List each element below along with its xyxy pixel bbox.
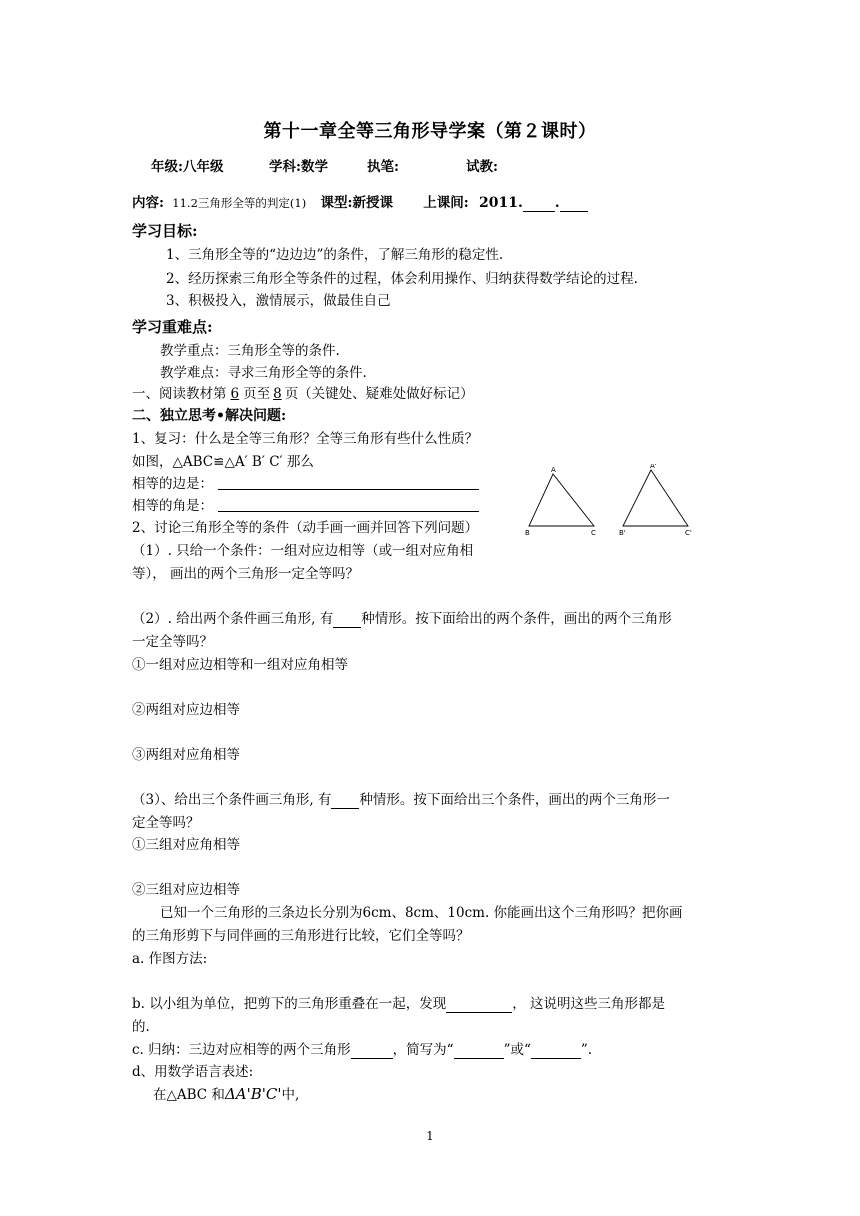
date-year: 2011. <box>479 195 523 211</box>
step-b-pre: b. 以小组为单位，把剪下的三角形重叠在一起，发现 <box>132 996 447 1012</box>
vertex-b-prime-label: B' <box>619 529 626 537</box>
question2-line2: 一定全等吗？ <box>132 634 213 650</box>
keypoints-heading: 学习重难点: <box>132 318 213 336</box>
task-line2: 的三角形剪下与同伴画的三角形进行比较，它们全等吗？ <box>132 928 470 944</box>
teaching-difficulty: 教学难点：寻求三角形全等的条件. <box>160 365 367 381</box>
content-label: 内容: <box>132 195 164 211</box>
writer-label: 执笔: <box>367 159 399 175</box>
question2-line1 <box>132 610 672 628</box>
equal-angles-blank[interactable] <box>218 510 479 512</box>
day-blank[interactable] <box>560 196 588 212</box>
grade-label: 年级:八年级 <box>151 159 224 175</box>
equal-angles-label: 相等的角是： <box>132 498 213 514</box>
vertex-a-prime-label: A' <box>650 464 657 470</box>
question3-line2: 定全等吗？ <box>132 815 200 831</box>
step-c-end: ”. <box>580 1042 593 1058</box>
date-label: 上课间: <box>423 195 469 211</box>
question2-blank[interactable] <box>333 612 361 628</box>
objectives-heading: 学习目标: <box>132 222 198 240</box>
objective-item: 3、积极投入，激情展示，做最佳自己 <box>166 293 391 309</box>
question1-line2: 等）， 画出的两个三角形一定全等吗？ <box>132 566 360 582</box>
step-c <box>132 1041 592 1059</box>
question3-post: 种情形。按下面给出三个条件，画出的两个三角形一 <box>359 792 670 808</box>
content-row <box>132 194 588 212</box>
question2-option1: ①一组对应边相等和一组对应角相等 <box>132 657 348 673</box>
step-b-blank[interactable] <box>446 997 512 1013</box>
equal-sides-label: 相等的边是： <box>132 476 213 492</box>
objective-item: 2、经历探索三角形全等条件的过程，体会利用操作、归纳获得数学结论的过程. <box>166 271 638 287</box>
question2-pre: （2）. 给出两个条件画三角形, 有 <box>132 611 334 627</box>
date-dot: . <box>554 195 560 211</box>
section2-heading: 二、独立思考•解决问题: <box>132 408 287 424</box>
question2-option3: ③两组对应角相等 <box>132 747 240 763</box>
triangle-abc <box>529 474 594 526</box>
section1-mid: 页至 <box>243 386 271 402</box>
as-shown-text: 如图，△ABC≌△A′ B′ C′ 那么 <box>132 454 314 470</box>
vertex-c-prime-label: C' <box>685 529 692 537</box>
month-blank[interactable] <box>523 196 555 212</box>
section1-reading <box>132 385 474 403</box>
question3-line1 <box>132 791 670 809</box>
task-line1: 已知一个三角形的三条边长分别为6cm、8cm、10cm. 你能画出这个三角形吗？把你画 <box>160 905 683 921</box>
content-topic: 11.2三角形全等的判定(1) <box>172 196 307 210</box>
section1-prefix: 一、阅读教材第 <box>132 386 227 402</box>
step-c-mid: ，简写为“ <box>392 1042 454 1058</box>
teaching-focus: 教学重点：三角形全等的条件. <box>160 343 340 359</box>
step-c-blank1[interactable] <box>351 1043 393 1059</box>
math-statement <box>153 1085 299 1104</box>
question1-line1: （1）. 只给一个条件：一组对应边相等（或一组对应角相 <box>132 543 474 559</box>
page-title: 第十一章全等三角形导学案（第２课时） <box>263 121 597 142</box>
review-question: 1、复习：什么是全等三角形？全等三角形有些什么性质？ <box>132 431 479 447</box>
step-a: a. 作图方法: <box>132 951 208 967</box>
step-b-post: ， 这说明这些三角形都是 <box>512 996 666 1012</box>
step-b-line1 <box>132 995 665 1013</box>
question2-post: 种情形。按下面给出的两个条件，画出的两个三角形 <box>361 611 672 627</box>
math-triangle-prime: ΔA'B'C' <box>224 1085 282 1103</box>
subject-label: 学科:数学 <box>269 159 328 175</box>
vertex-b-label: B <box>525 529 530 537</box>
step-b-line2: 的. <box>132 1019 150 1035</box>
question3-option2: ②三组对应边相等 <box>132 882 240 898</box>
vertex-c-label: C <box>591 529 596 537</box>
equal-sides-blank[interactable] <box>218 488 479 490</box>
question3-blank[interactable] <box>331 793 359 809</box>
question2-option2: ②两组对应边相等 <box>132 702 240 718</box>
vertex-a-label: A <box>551 466 556 474</box>
math-statement-post: 中, <box>281 1087 300 1103</box>
math-statement-pre: 在△ABC 和 <box>153 1087 225 1103</box>
page-to: 8 <box>273 386 282 402</box>
page-number: 1 <box>426 1129 434 1143</box>
section1-suffix: 页（关键处、疑难处做好标记） <box>284 386 474 402</box>
teacher-label: 试教: <box>466 159 498 175</box>
step-c-or: ”或“ <box>503 1042 531 1058</box>
discuss-text: 2、讨论三角形全等的条件（动手画一画并回答下列问题） <box>132 520 479 536</box>
question3-pre: （3）、给出三个条件画三角形, 有 <box>132 792 332 808</box>
triangle-figure <box>520 464 700 540</box>
question3-option1: ①三组对应角相等 <box>132 837 240 853</box>
step-c-pre: c. 归纳：三边对应相等的两个三角形 <box>132 1042 351 1058</box>
step-c-blank2[interactable] <box>454 1043 504 1059</box>
page-from: 6 <box>230 386 240 402</box>
step-c-blank3[interactable] <box>531 1043 581 1059</box>
lesson-type: 课型:新授课 <box>320 195 393 211</box>
triangle-a-prime <box>623 470 688 526</box>
step-d: d、用数学语言表述: <box>132 1064 254 1080</box>
objective-item: 1、三角形全等的“边边边”的条件，了解三角形的稳定性. <box>166 247 504 263</box>
